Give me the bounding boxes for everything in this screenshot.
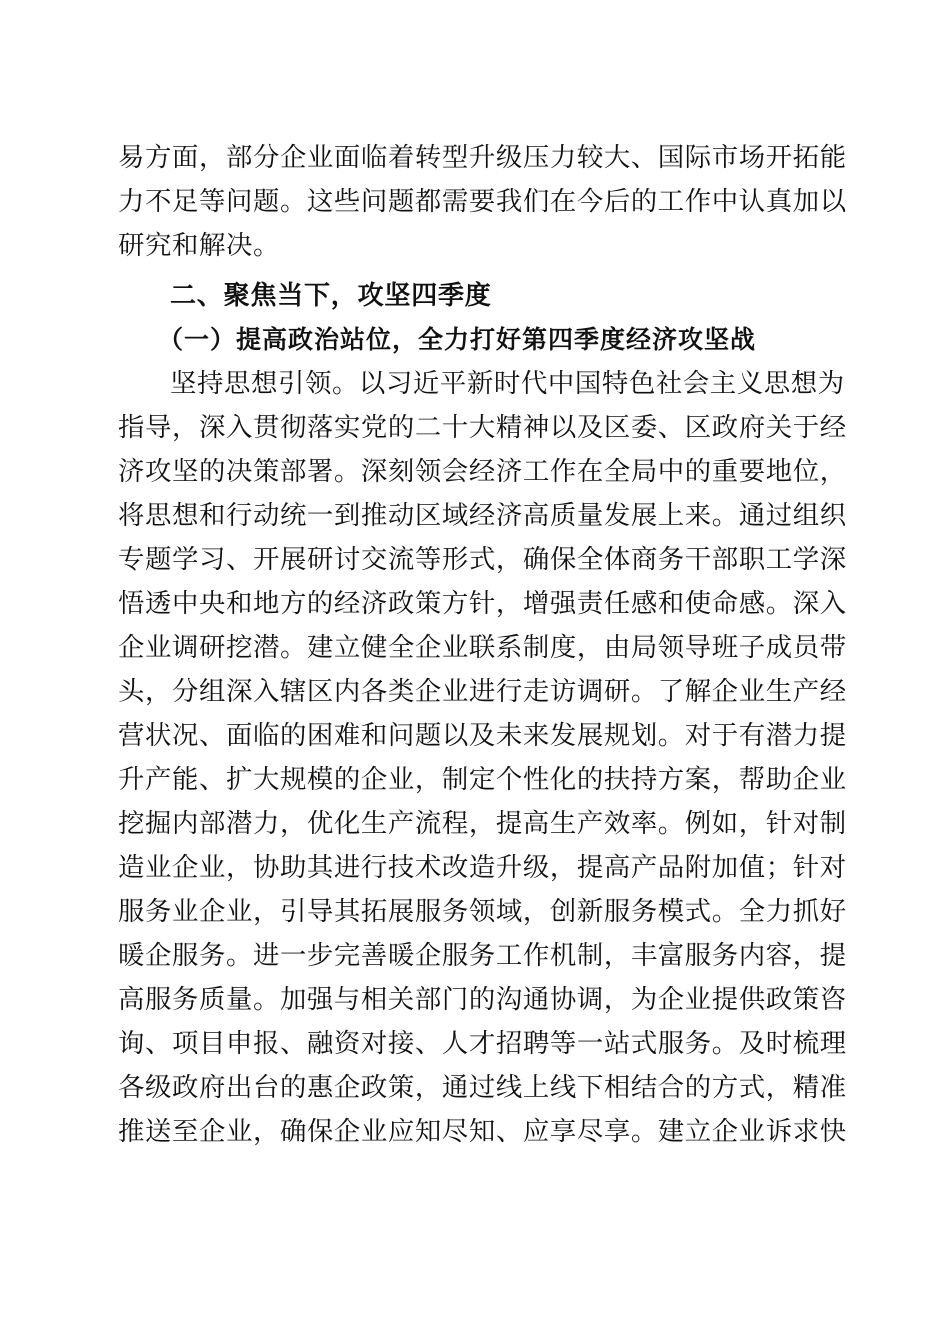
paragraph-line: 将思想和行动统一到推动区域经济高质量发展上来。通过组织 [118,500,847,531]
paragraph-line: 悟透中央和地方的经济政策方针，增强责任感和使命感。深入 [118,588,847,619]
paragraph-line: 挖掘内部潜力，优化生产流程，提高生产效率。例如，针对制 [118,808,847,839]
paragraph-line: 推送至企业，确保企业应知尽知、应享尽享。建立企业诉求快 [118,1116,847,1147]
paragraph-line: 暖企服务。进一步完善暖企服务工作机制，丰富服务内容，提 [118,940,847,971]
paragraph-line: 力不足等问题。这些问题都需要我们在今后的工作中认真加以 [118,186,847,217]
paragraph-line: 头，分组深入辖区内各类企业进行走访调研。了解企业生产经 [118,676,847,707]
paragraph-line: 高服务质量。加强与相关部门的沟通协调，为企业提供政策咨 [118,984,847,1015]
paragraph-line: 营状况、面临的困难和问题以及未来发展规划。对于有潜力提 [118,720,847,751]
paragraph-line: 济攻坚的决策部署。深刻领会经济工作在全局中的重要地位， [118,456,847,487]
subsection-heading: （一）提高政治站位，全力打好第四季度经济攻坚战 [158,325,757,354]
section-heading: 二、聚焦当下，攻坚四季度 [170,281,492,311]
paragraph-line: 专题学习、开展研讨交流等形式，确保全体商务干部职工学深 [118,544,847,575]
paragraph-line: 易方面，部分企业面临着转型升级压力较大、国际市场开拓能 [118,142,847,173]
paragraph-line: 询、项目申报、融资对接、人才招聘等一站式服务。及时梳理 [118,1028,847,1059]
paragraph-line: 企业调研挖潜。建立健全企业联系制度，由局领导班子成员带 [118,632,847,663]
paragraph-line: 各级政府出台的惠企政策，通过线上线下相结合的方式，精准 [118,1072,847,1103]
paragraph-line: 研究和解决。 [118,230,280,261]
paragraph-line: 坚持思想引领。以习近平新时代中国特色社会主义思想为 [170,368,845,399]
paragraph-line: 升产能、扩大规模的企业，制定个性化的扶持方案，帮助企业 [118,764,847,795]
paragraph-line: 服务业企业，引导其拓展服务领域，创新服务模式。全力抓好 [118,896,847,927]
paragraph-line: 造业企业，协助其进行技术改造升级，提高产品附加值；针对 [118,852,847,883]
paragraph-line: 指导，深入贯彻落实党的二十大精神以及区委、区政府关于经 [118,412,847,443]
